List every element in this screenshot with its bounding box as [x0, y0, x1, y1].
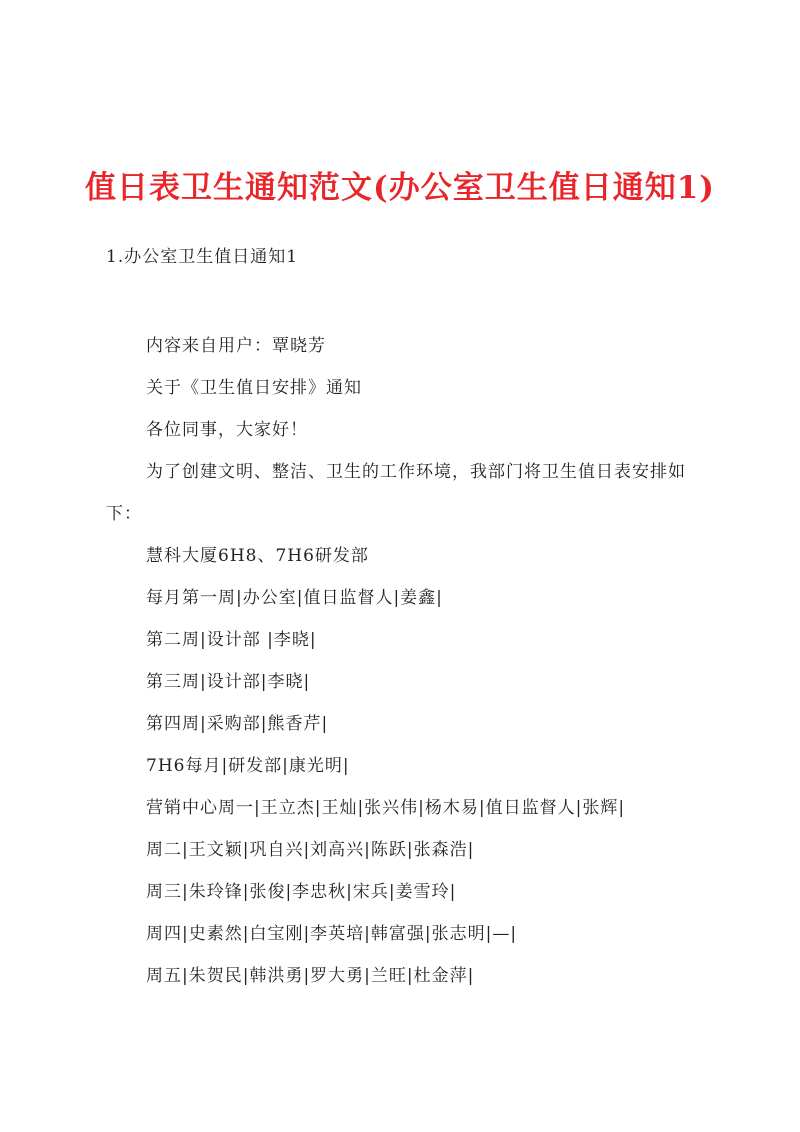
schedule-line: 第四周|采购部|熊香芹| [146, 714, 329, 734]
paragraph-greeting: 各位同事，大家好！ [146, 420, 308, 440]
document-body [106, 325, 706, 997]
schedule-line: 周二|王文颖|巩自兴|刘高兴|陈跃|张森浩| [146, 840, 475, 860]
paragraph-intro: 为了创建文明、整洁、卫生的工作环境，我部门将卫生值日表安排如下： [106, 462, 686, 524]
schedule-line: 第二周|设计部 |李晓| [146, 630, 317, 650]
schedule-line: 每月第一周|办公室|值日监督人|姜鑫| [146, 588, 443, 608]
section-heading: 1.办公室卫生值日通知1 [106, 247, 299, 267]
document-title: 值日表卫生通知范文(办公室卫生值日通知1) [85, 170, 715, 206]
schedule-line: 周五|朱贺民|韩洪勇|罗大勇|兰旺|杜金萍| [146, 966, 475, 986]
schedule-line: 周四|史素然|白宝刚|李英培|韩富强|张志明|—| [146, 924, 518, 944]
paragraph-notice-title: 关于《卫生值日安排》通知 [146, 378, 362, 398]
schedule-line: 第三周|设计部|李晓| [146, 672, 311, 692]
paragraph-building: 慧科大厦6H8、7H6研发部 [146, 546, 369, 566]
schedule-line: 7H6每月|研发部|康光明| [146, 756, 350, 776]
schedule-line: 营销中心周一|王立杰|王灿|张兴伟|杨木易|值日监督人|张辉| [146, 798, 626, 818]
paragraph-source: 内容来自用户：覃晓芳 [146, 336, 326, 356]
schedule-line: 周三|朱玲锋|张俊|李忠秋|宋兵|姜雪玲| [146, 882, 457, 902]
